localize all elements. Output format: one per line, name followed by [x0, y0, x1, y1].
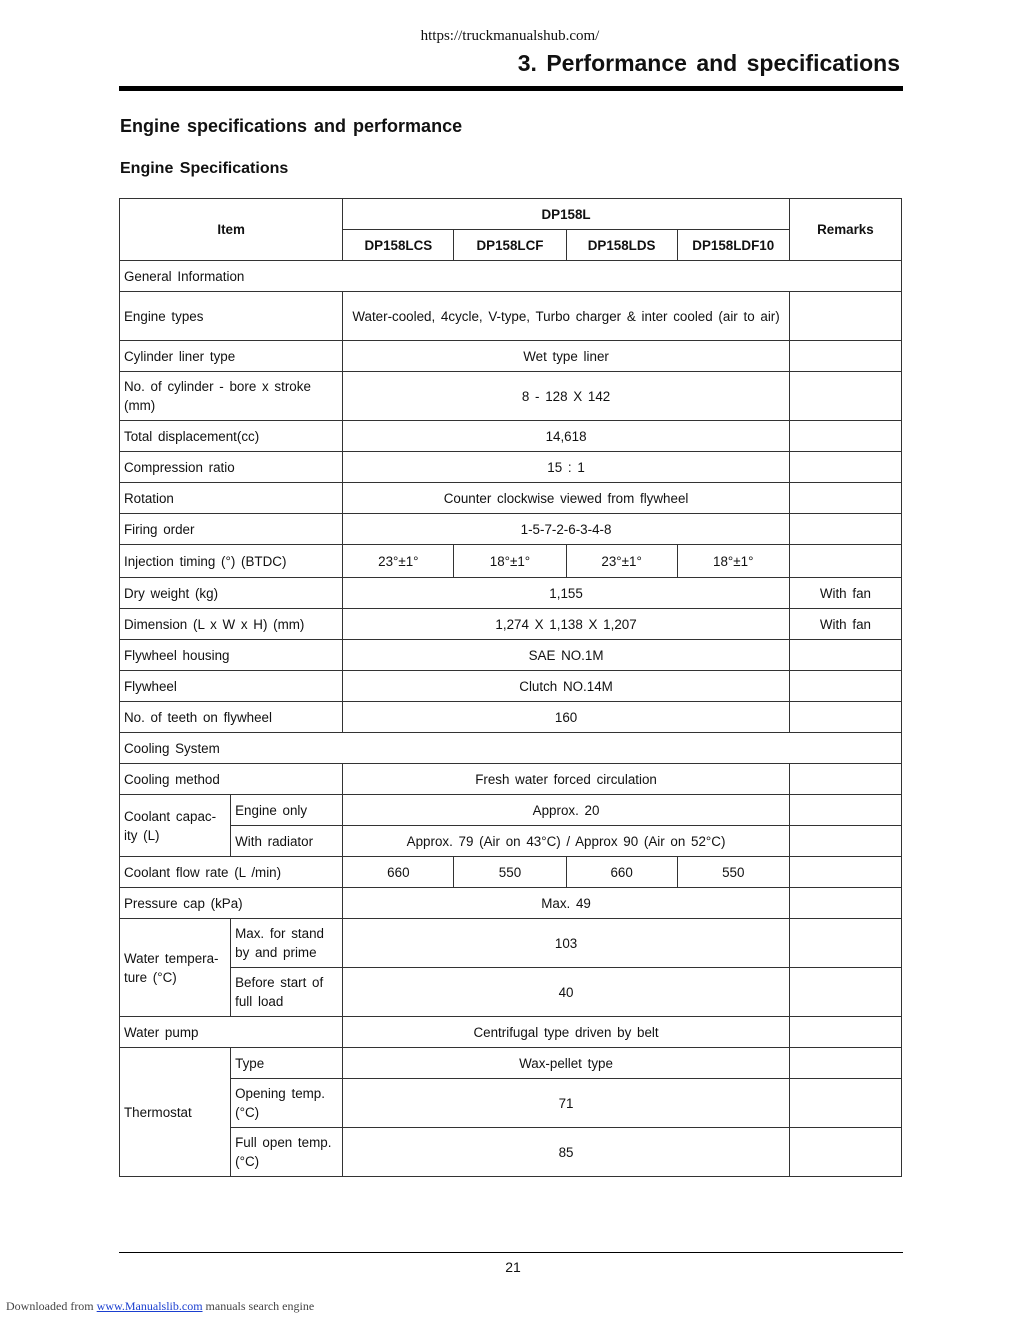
row-value: 1,274 X 1,138 X 1,207: [343, 609, 790, 640]
row-remarks: [789, 671, 901, 702]
row-label: Thermostat: [120, 1048, 231, 1177]
row-remarks: [789, 826, 901, 857]
table-row: [120, 919, 902, 968]
table-row: [120, 452, 902, 483]
group-heading-general: General Information: [120, 261, 902, 292]
row-value: Fresh water forced circulation: [343, 764, 790, 795]
header-rule: [119, 86, 903, 91]
table-row: [120, 578, 902, 609]
download-note: [6, 1299, 314, 1314]
row-label: Dimension (L x W x H) (mm): [120, 609, 343, 640]
header-model: DP158LCS: [343, 230, 454, 261]
header-remarks: Remarks: [789, 199, 901, 261]
row-value: 103: [343, 919, 790, 968]
manualslib-link[interactable]: www.Manualslib.com: [96, 1299, 203, 1313]
table-row: [120, 341, 902, 372]
row-remarks: [789, 919, 901, 968]
table-row: [120, 702, 902, 733]
row-value: Counter clockwise viewed from flywheel: [343, 483, 790, 514]
table-row: [120, 1048, 902, 1079]
table-row: [120, 1128, 902, 1177]
row-value: 40: [343, 968, 790, 1017]
row-sublabel: Opening temp. (°C): [231, 1079, 343, 1128]
table-row: [120, 609, 902, 640]
row-value: Water-cooled, 4cycle, V-type, Turbo charger & inter cooled (air to air): [343, 292, 790, 341]
row-sublabel: Type: [231, 1048, 343, 1079]
row-label: Flywheel housing: [120, 640, 343, 671]
row-remarks: [789, 640, 901, 671]
row-label: Firing order: [120, 514, 343, 545]
row-remarks: [789, 795, 901, 826]
row-remarks: [789, 483, 901, 514]
row-value: 1-5-7-2-6-3-4-8: [343, 514, 790, 545]
row-remarks: [789, 1079, 901, 1128]
table-row: [120, 671, 902, 702]
row-value: SAE NO.1M: [343, 640, 790, 671]
header-model: DP158LDF10: [677, 230, 789, 261]
download-suffix: manuals search engine: [205, 1299, 315, 1313]
row-value: 14,618: [343, 421, 790, 452]
row-remarks: [789, 545, 901, 578]
row-remarks: [789, 292, 901, 341]
row-value: 71: [343, 1079, 790, 1128]
subsection-title: Engine Specifications: [120, 160, 289, 177]
row-label: No. of teeth on flywheel: [120, 702, 343, 733]
section-title: Engine specifications and performance: [120, 116, 463, 136]
row-value-model: 23°±1°: [566, 545, 677, 578]
row-remarks: [789, 857, 901, 888]
table-row: [120, 421, 902, 452]
row-label: Coolant flow rate (L /min): [120, 857, 343, 888]
table-row: [120, 968, 902, 1017]
row-value: Approx. 79 (Air on 43°C) / Approx 90 (Air on 52°C): [343, 826, 790, 857]
page-number: 21: [505, 1259, 521, 1275]
row-label: Compression ratio: [120, 452, 343, 483]
row-value: 85: [343, 1128, 790, 1177]
source-url: https://truckmanualshub.com/: [420, 28, 600, 44]
table-row: [120, 857, 902, 888]
row-value-model: 550: [454, 857, 566, 888]
row-sublabel: Max. for stand by and prime: [231, 919, 343, 968]
table-row: [120, 545, 902, 578]
group-heading-cooling: Cooling System: [120, 733, 902, 764]
chapter-title: 3. Performance and specifications: [517, 50, 900, 76]
row-value: Centrifugal type driven by belt: [343, 1017, 790, 1048]
row-label: Engine types: [120, 292, 343, 341]
header-model: DP158LCF: [454, 230, 566, 261]
row-label: Injection timing (°) (BTDC): [120, 545, 343, 578]
row-value-model: 18°±1°: [454, 545, 566, 578]
header-model: DP158LDS: [566, 230, 677, 261]
row-remarks: [789, 702, 901, 733]
row-value: Wax-pellet type: [343, 1048, 790, 1079]
row-sublabel: Before start of full load: [231, 968, 343, 1017]
row-value-model: 660: [343, 857, 454, 888]
row-sublabel: Engine only: [231, 795, 343, 826]
row-label: Rotation: [120, 483, 343, 514]
table-row: [120, 733, 902, 764]
row-value: 1,155: [343, 578, 790, 609]
row-remarks: [789, 421, 901, 452]
row-remarks: [789, 1128, 901, 1177]
row-label: Cylinder liner type: [120, 341, 343, 372]
table-row: [120, 261, 902, 292]
header-model-group: DP158L: [343, 199, 790, 230]
row-sublabel: With radiator: [231, 826, 343, 857]
row-remarks: With fan: [789, 609, 901, 640]
row-label: Water tempera- ture (°C): [120, 919, 231, 1017]
row-remarks: [789, 372, 901, 421]
row-value-model: 18°±1°: [677, 545, 789, 578]
row-value: Max. 49: [343, 888, 790, 919]
row-label: Cooling method: [120, 764, 343, 795]
table-row: [120, 764, 902, 795]
row-remarks: [789, 452, 901, 483]
download-prefix: Downloaded from: [6, 1299, 94, 1313]
row-value: Approx. 20: [343, 795, 790, 826]
row-remarks: [789, 968, 901, 1017]
row-remarks: [789, 341, 901, 372]
engine-spec-table: [119, 198, 902, 1177]
header-item: Item: [120, 199, 343, 261]
table-row: [120, 795, 902, 826]
table-row: [120, 483, 902, 514]
row-remarks: [789, 514, 901, 545]
row-remarks: [789, 1048, 901, 1079]
row-label: Dry weight (kg): [120, 578, 343, 609]
row-value-model: 550: [677, 857, 789, 888]
row-value-model: 660: [566, 857, 677, 888]
row-value: 15 : 1: [343, 452, 790, 483]
table-row: [120, 826, 902, 857]
row-remarks: With fan: [789, 578, 901, 609]
row-remarks: [789, 1017, 901, 1048]
table-header-row: [120, 199, 902, 230]
row-value: 160: [343, 702, 790, 733]
table-row: [120, 888, 902, 919]
row-value: Wet type liner: [343, 341, 790, 372]
footer-rule: [119, 1252, 903, 1253]
row-remarks: [789, 888, 901, 919]
table-row: [120, 640, 902, 671]
row-label: No. of cylinder - bore x stroke (mm): [120, 372, 343, 421]
row-sublabel: Full open temp. (°C): [231, 1128, 343, 1177]
table-row: [120, 1017, 902, 1048]
table-row: [120, 514, 902, 545]
table-row: [120, 372, 902, 421]
row-value: Clutch NO.14M: [343, 671, 790, 702]
row-label: Pressure cap (kPa): [120, 888, 343, 919]
row-value-model: 23°±1°: [343, 545, 454, 578]
row-label: Total displacement(cc): [120, 421, 343, 452]
row-label: Coolant capac- ity (L): [120, 795, 231, 857]
table-row: [120, 292, 902, 341]
row-value: 8 - 128 X 142: [343, 372, 790, 421]
table-row: [120, 1079, 902, 1128]
row-label: Flywheel: [120, 671, 343, 702]
row-remarks: [789, 764, 901, 795]
row-label: Water pump: [120, 1017, 343, 1048]
